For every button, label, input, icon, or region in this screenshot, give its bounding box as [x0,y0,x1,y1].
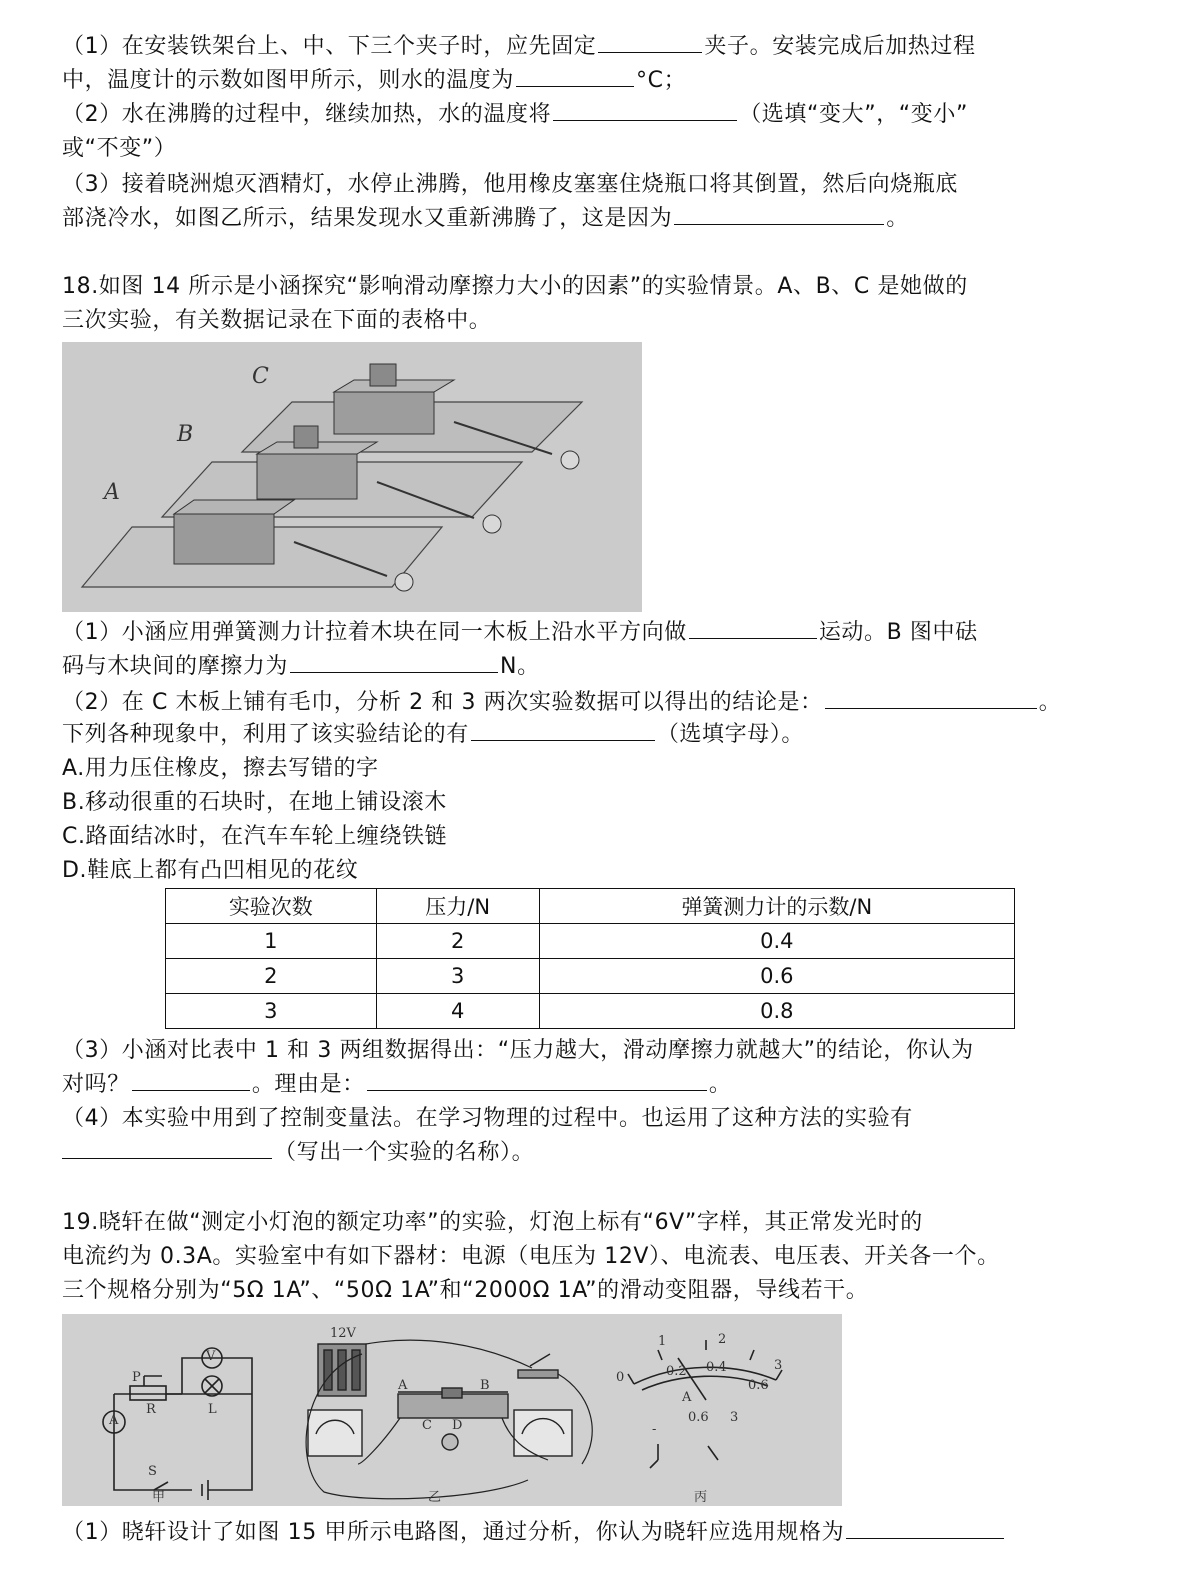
answer-blank[interactable] [553,98,737,121]
label-bing: 丙 [694,1490,708,1505]
table-cell: 0.4 [539,924,1014,959]
figure-15-circuit [62,1314,842,1506]
q18-p2-line1: （2）在 C 木板上铺有毛巾，分析 2 和 3 两次实验数据可以得出的结论是： 。 [62,686,1061,720]
q19-intro-line1: 19.晓轩在做“测定小灯泡的额定功率”的实验，灯泡上标有“6V”字样，其正常发光时的 [62,1210,923,1235]
q18-p4-line1: （4）本实验中用到了控制变量法。在学习物理的过程中。也运用了这种方法的实验有 [62,1106,913,1131]
label-l: L [208,1402,217,1417]
q17-p2-line1: （2）水在沸腾的过程中，继续加热，水的温度将 （选填“变大”，“变小” [62,98,968,132]
table-row [166,994,1015,1029]
q18-option-b: B.移动很重的石块时，在地上铺设滚木 [62,790,447,815]
answer-blank[interactable] [62,1136,272,1159]
answer-blank[interactable] [516,64,634,87]
tick-0-4: 0.4 [706,1360,727,1375]
label-voltage: 12V [330,1326,356,1341]
q18-p3-line1: （3）小涵对比表中 1 和 3 两组数据得出：“压力越大，滑动摩擦力就越大”的结论，你认为 [62,1038,974,1063]
tick-0-6: 0.6 [748,1378,769,1393]
tick-3: 3 [774,1358,783,1373]
q18-p4-line2: （写出一个实验的名称）。 [62,1136,534,1170]
label-r: R [146,1402,156,1417]
figure-14-friction-experiment [62,342,642,612]
answer-blank[interactable] [689,616,817,639]
table-cell: 4 [376,994,539,1029]
experiment-data-table [165,888,1015,1029]
q18-intro-line1: 18.如图 14 所示是小涵探究“影响滑动摩擦力大小的因素”的实验情景。A、B、C 是她做的 [62,274,968,299]
label-rheostat-d: D [452,1418,463,1433]
table-header-row [166,889,1015,924]
table-row [166,924,1015,959]
table-header: 压力/N [376,889,539,924]
q18-p2-line2: 下列各种现象中，利用了该实验结论的有 （选填字母）。 [62,718,804,752]
label-rheostat-a: A [398,1378,408,1393]
q18-option-a: A.用力压住橡皮，擦去写错的字 [62,756,379,781]
tick-0: 0 [616,1370,625,1385]
q19-intro-line2: 电流约为 0.3A。实验室中有如下器材：电源（电压为 12V）、电流表、电压表、开关各一个。 [62,1244,1000,1269]
answer-blank[interactable] [598,30,702,53]
tick-0-2: 0.2 [666,1364,687,1379]
table-cell: 2 [166,959,377,994]
q18-p3-line2: 对吗？ 。理由是： 。 [62,1068,731,1102]
label-rheostat-c: C [422,1418,432,1433]
table-cell: 0.6 [539,959,1014,994]
q19-intro-line3: 三个规格分别为“5Ω 1A”、“50Ω 1A”和“2000Ω 1A”的滑动变阻器，导线若干。 [62,1278,869,1303]
friction-illustration [62,342,642,612]
table-cell: 0.8 [539,994,1014,1029]
q17-p2-line2: 或“不变”） [62,136,177,161]
q18-p1-line2: 码与木块间的摩擦力为 N。 [62,650,540,684]
q18-intro-line2: 三次实验，有关数据记录在下面的表格中。 [62,308,492,333]
label-yi: 乙 [428,1490,442,1505]
q17-p3-line2: 部浇冷水，如图乙所示，结果发现水又重新沸腾了，这是因为 。 [62,202,909,236]
table-cell: 3 [376,959,539,994]
tick-2: 2 [718,1332,727,1347]
terminal-0-6: 0.6 [688,1410,709,1425]
table-cell: 2 [376,924,539,959]
label-a: A [104,480,120,505]
answer-blank[interactable] [367,1068,707,1091]
tick-1: 1 [658,1334,667,1349]
q17-p1-line2: 中，温度计的示数如图甲所示，则水的温度为 °C； [62,64,686,98]
answer-blank[interactable] [132,1068,250,1091]
answer-blank[interactable] [825,686,1037,709]
label-ammeter-letter: A [682,1390,692,1405]
q17-p1-line1: （1）在安装铁架台上、中、下三个夹子时，应先固定 夹子。安装完成后加热过程 [62,30,976,64]
answer-blank[interactable] [674,202,884,225]
label-jia: 甲 [152,1490,166,1505]
q17-p3-line1: （3）接着晓洲熄灭酒精灯，水停止沸腾，他用橡皮塞塞住烧瓶口将其倒置，然后向烧瓶底 [62,172,958,197]
table-header: 弹簧测力计的示数/N [539,889,1014,924]
answer-blank[interactable] [471,718,655,741]
q18-option-d: D.鞋底上都有凸凹相见的花纹 [62,858,359,883]
label-s: S [148,1464,157,1479]
terminal-3: 3 [730,1410,739,1425]
terminal-minus: - [652,1422,657,1437]
label-v: V [206,1349,216,1364]
table-row [166,959,1015,994]
table-cell: 3 [166,994,377,1029]
answer-blank[interactable] [290,650,498,673]
q18-p1-line1: （1）小涵应用弹簧测力计拉着木块在同一木板上沿水平方向做 运动。B 图中砝 [62,616,978,650]
q19-p1-line1: （1）晓轩设计了如图 15 甲所示电路图，通过分析，你认为晓轩应选用规格为 [62,1516,1006,1550]
label-rheostat-b: B [480,1378,490,1393]
q18-option-c: C.路面结冰时，在汽车车轮上缠绕铁链 [62,824,448,849]
label-c: C [252,364,269,389]
table-cell: 1 [166,924,377,959]
table-header: 实验次数 [166,889,377,924]
answer-blank[interactable] [846,1516,1004,1539]
label-p: P [132,1370,141,1385]
label-b: B [177,422,194,447]
label-ammeter-a: A [109,1413,119,1428]
